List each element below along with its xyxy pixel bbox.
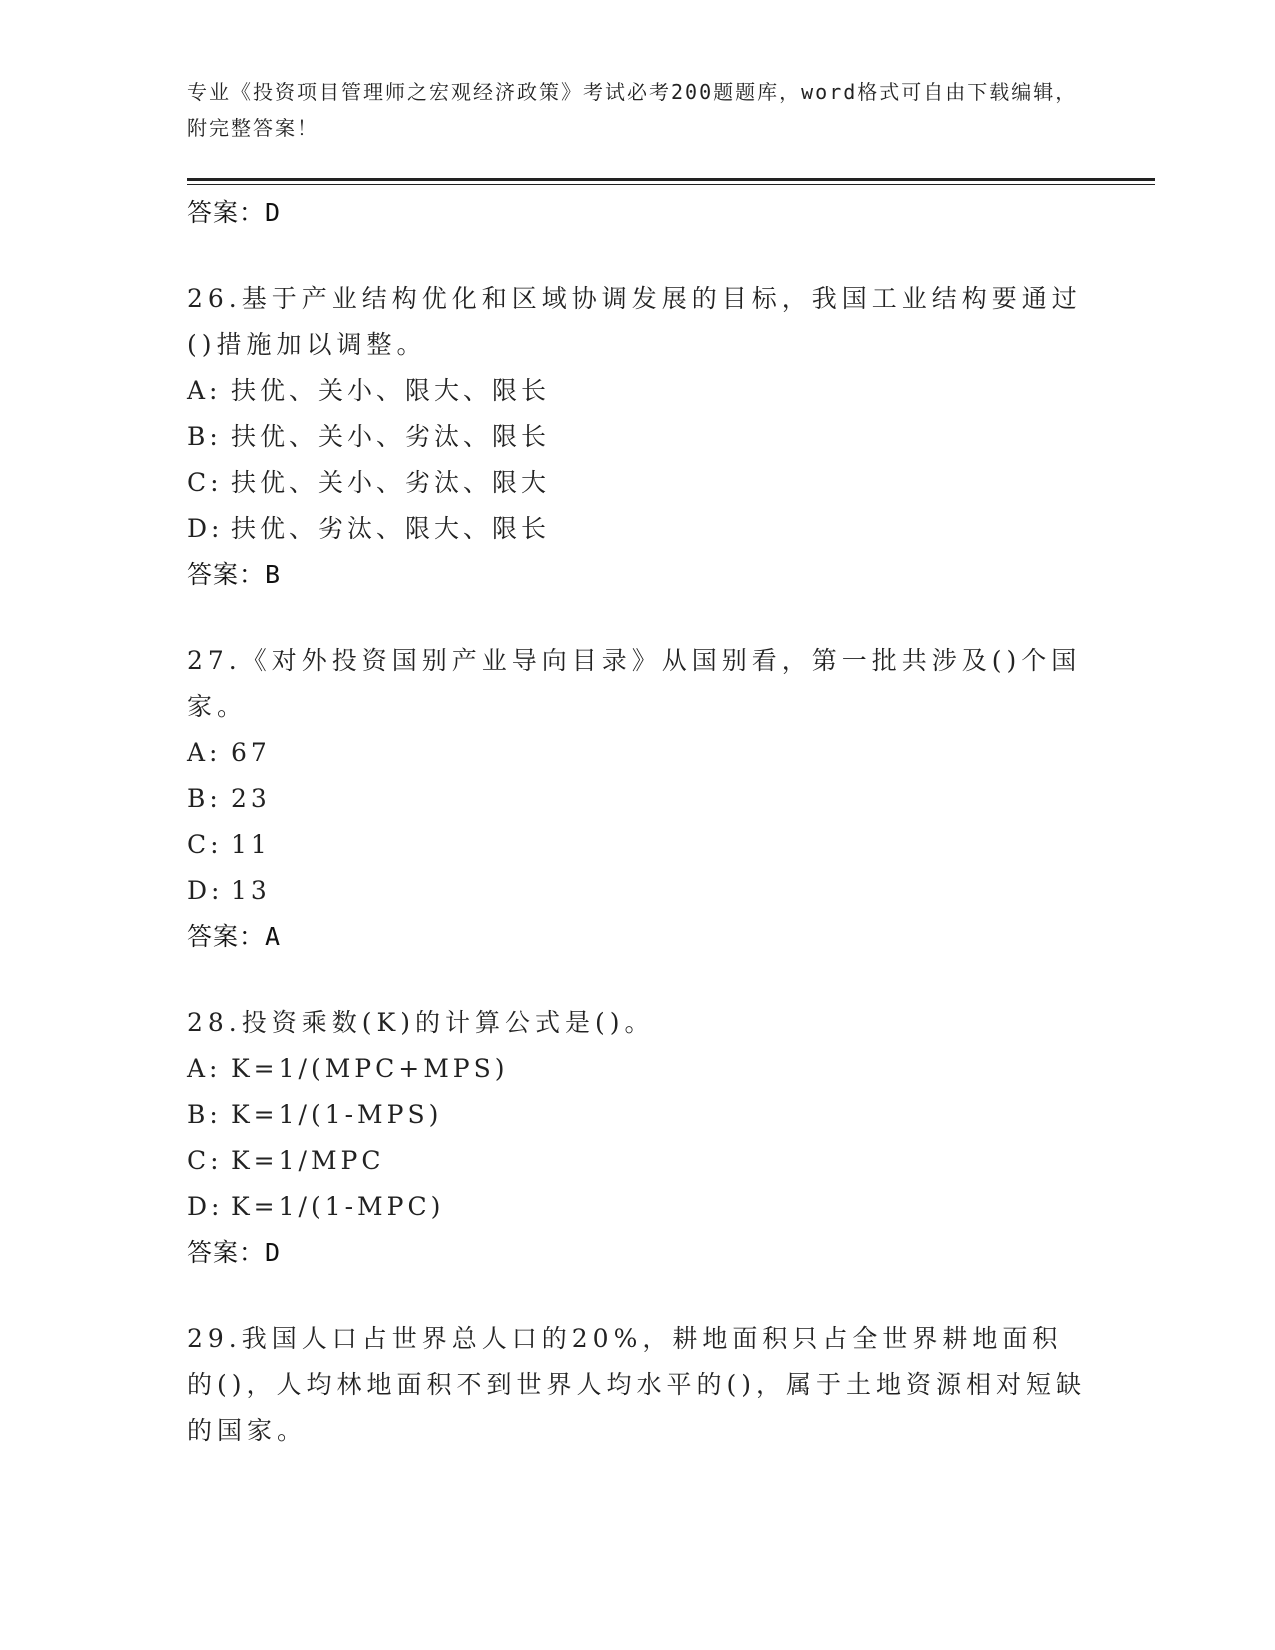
question-text: 28.投资乘数(K)的计算公式是()。 <box>187 1008 655 1037</box>
option-c <box>187 1138 1087 1184</box>
option-label: D: <box>187 1192 224 1221</box>
option-b <box>187 414 1087 460</box>
option-text: 23 <box>231 784 271 813</box>
question-text: 29.我国人口占世界总人口的20%，耕地面积只占全世界耕地面积的()，人均林地面积不到世界人均水平的()，属于土地资源相对短缺的国家。 <box>187 1324 1087 1445</box>
option-label: A: <box>187 1054 222 1083</box>
question-text: 26.基于产业结构优化和区域协调发展的目标，我国工业结构要通过()措施加以调整。 <box>187 284 1082 359</box>
header-rule-thin <box>187 184 1155 185</box>
option-text: 扶优、关小、劣汰、限大 <box>231 468 551 497</box>
option-label: B: <box>187 1100 222 1129</box>
option-b <box>187 776 1087 822</box>
question-29 <box>187 1316 1087 1454</box>
option-label: C: <box>187 1146 223 1175</box>
header-rule-thick <box>187 178 1155 181</box>
option-text: K=1/(MPC+MPS) <box>231 1054 509 1083</box>
option-label: B: <box>187 422 222 451</box>
option-text: K=1/MPC <box>231 1146 385 1175</box>
answer-q26: 答案：B <box>187 560 282 589</box>
option-a <box>187 368 1087 414</box>
option-text: K=1/(1-MPC) <box>231 1192 445 1221</box>
question-text: 27.《对外投资国别产业导向目录》从国别看，第一批共涉及()个国家。 <box>187 646 1082 721</box>
option-c <box>187 460 1087 506</box>
option-text: 扶优、劣汰、限大、限长 <box>231 514 551 543</box>
option-text: 11 <box>231 830 271 859</box>
option-b <box>187 1092 1087 1138</box>
option-text: 13 <box>231 876 271 905</box>
option-text: 67 <box>231 738 271 767</box>
option-label: B: <box>187 784 222 813</box>
document-header: 专业《投资项目管理师之宏观经济政策》考试必考200题题库，word格式可自由下载编辑，附完整答案！ <box>187 80 1078 140</box>
option-c <box>187 822 1087 868</box>
answer-q27: 答案：A <box>187 922 282 951</box>
option-label: D: <box>187 514 224 543</box>
option-label: A: <box>187 738 222 767</box>
option-text: 扶优、关小、劣汰、限长 <box>231 422 551 451</box>
option-label: D: <box>187 876 224 905</box>
option-text: K=1/(1-MPS) <box>231 1100 443 1129</box>
option-d <box>187 868 1087 914</box>
option-label: C: <box>187 468 223 497</box>
answer-q25: 答案：D <box>187 198 282 227</box>
question-26 <box>187 276 1087 598</box>
option-a <box>187 730 1087 776</box>
option-d <box>187 1184 1087 1230</box>
answer-q28: 答案：D <box>187 1238 282 1267</box>
option-a <box>187 1046 1087 1092</box>
option-text: 扶优、关小、限大、限长 <box>231 376 551 405</box>
document-body <box>187 190 1087 1454</box>
option-label: C: <box>187 830 223 859</box>
question-28 <box>187 1000 1087 1276</box>
option-label: A: <box>187 376 222 405</box>
option-d <box>187 506 1087 552</box>
question-27 <box>187 638 1087 960</box>
